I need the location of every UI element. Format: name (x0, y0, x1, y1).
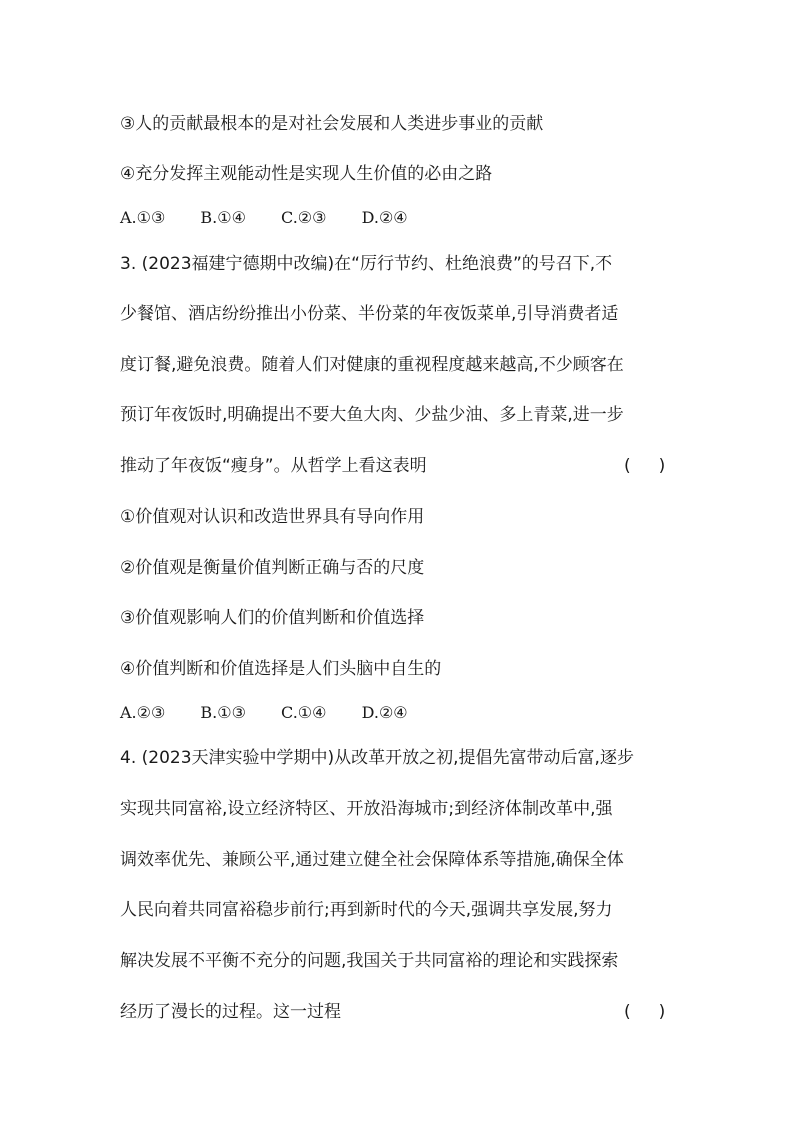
q3-item-1: ①价值观对认识和改造世界具有导向作用 (120, 507, 425, 527)
q3-stem-line-2: 少餐馆、酒店纷纷推出小份菜、半份菜的年夜饭菜单,引导消费者适 (120, 304, 619, 324)
q4-answer-blank: ( ) (624, 1002, 666, 1022)
q4-stem-line-5: 解决发展不平衡不充分的问题,我国关于共同富裕的理论和实践探索 (120, 951, 619, 971)
q3-item-2: ②价值观是衡量价值判断正确与否的尺度 (120, 558, 425, 578)
q2-option-a: A.①③ (120, 208, 166, 227)
q4-stem-line-1: 4. (2023天津实验中学期中)从改革开放之初,提倡先富带动后富,逐步 (120, 748, 634, 768)
q3-answer-blank: ( ) (624, 456, 666, 476)
q3-option-d: D.②④ (361, 703, 408, 722)
q3-option-b: B.①③ (200, 703, 246, 722)
q2-option-d: D.②④ (361, 208, 408, 227)
q2-option-b: B.①④ (200, 208, 246, 227)
q4-stem-line-3: 调效率优先、兼顾公平,通过建立健全社会保障体系等措施,确保全体 (120, 850, 624, 870)
q3-stem-line-4: 预订年夜饭时,明确提出不要大鱼大肉、少盐少油、多上青菜,进一步 (120, 405, 624, 425)
q4-stem-line-4: 人民向着共同富裕稳步前行;再到新时代的今天,强调共享发展,努力 (120, 900, 613, 920)
q3-option-a: A.②③ (120, 703, 166, 722)
q2-item-3: ③人的贡献最根本的是对社会发展和人类进步事业的贡献 (120, 114, 544, 134)
q3-stem-line-3: 度订餐,避免浪费。随着人们对健康的重视程度越来越高,不少顾客在 (120, 355, 624, 375)
q2-option-c: C.②③ (281, 208, 327, 227)
q3-options (120, 701, 438, 725)
q2-options (120, 206, 438, 230)
q4-stem-line-6: 经历了漫长的过程。这一过程 (120, 1002, 341, 1022)
q3-stem-line-5: 推动了年夜饭“瘦身”。从哲学上看这表明 (120, 456, 427, 476)
q3-option-c: C.①④ (281, 703, 327, 722)
q4-stem-line-2: 实现共同富裕,设立经济特区、开放沿海城市;到经济体制改革中,强 (120, 799, 613, 819)
q3-stem-line-1: 3. (2023福建宁德期中改编)在“厉行节约、杜绝浪费”的号召下,不 (120, 254, 613, 274)
q3-item-3: ③价值观影响人们的价值判断和价值选择 (120, 608, 425, 628)
q2-item-4: ④充分发挥主观能动性是实现人生价值的必由之路 (120, 164, 493, 184)
q3-item-4: ④价值判断和价值选择是人们头脑中自生的 (120, 659, 442, 679)
